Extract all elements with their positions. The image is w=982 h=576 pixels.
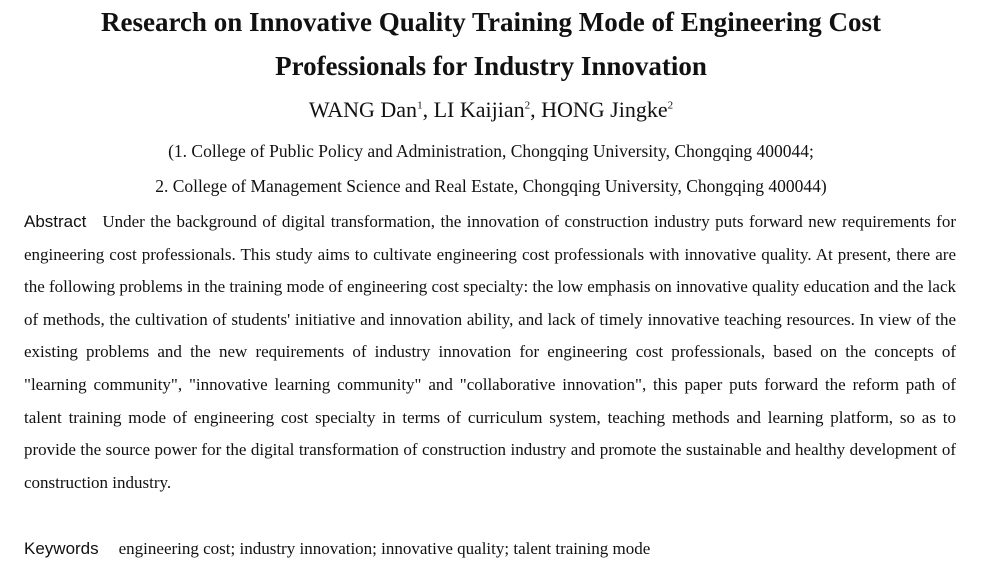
abstract-text: Under the background of digital transformation, the innovation of construction industry puts forward new requirements for engineering cost professionals. This study aims to cultivate engineering cost professionals with innovative quality. At present, there are the following problems in the training mode of engineering cost specialty: the low emphasis on innovative quality education and the lack of methods, the cultivation of students' initiative and innovation ability, and lack of timely innovative teaching resources. In view of the existing problems and the new requirements of industry innovation for engineering cost professionals, based on the concepts of "learning community", "innovative learning community" and "collaborative innovation", this paper puts forward the reform path of talent training mode of engineering cost specialty in terms of curriculum system, teaching methods and learning platform, so as to provide the source power for the digital transformation of construction industry and promote the sustainable and healthy development of construction industry.	[24, 212, 956, 492]
abstract-label: Abstract	[24, 212, 87, 231]
keywords-label: Keywords	[24, 539, 99, 558]
keywords-section	[24, 535, 956, 563]
paper-title-line-2: Professionals for Industry Innovation	[275, 51, 707, 81]
affiliation-line-1: (1. College of Public Policy and Administration, Chongqing University, Chongqing 400044;	[168, 141, 814, 161]
keywords-text: engineering cost; industry innovation; innovative quality; talent training mode	[118, 539, 651, 558]
author-name: HONG Jingke	[541, 97, 668, 122]
author-separator: ,	[422, 97, 434, 122]
author-affiliation-mark: 2	[524, 99, 531, 112]
author-affiliation-mark: 1	[417, 99, 423, 112]
author-name: LI Kaijian	[433, 97, 525, 122]
paper-title-line-1: Research on Innovative Quality Training Mode of Engineering Cost	[100, 7, 882, 37]
author-affiliation-mark: 2	[667, 99, 674, 112]
affiliation-line-2: 2. College of Management Science and Real Estate, Chongqing University, Chongqing 400044)	[155, 176, 827, 196]
author-name: WANG Dan	[308, 97, 418, 122]
author-separator: ,	[530, 97, 542, 122]
abstract-section	[24, 206, 956, 499]
author-list	[0, 95, 982, 125]
